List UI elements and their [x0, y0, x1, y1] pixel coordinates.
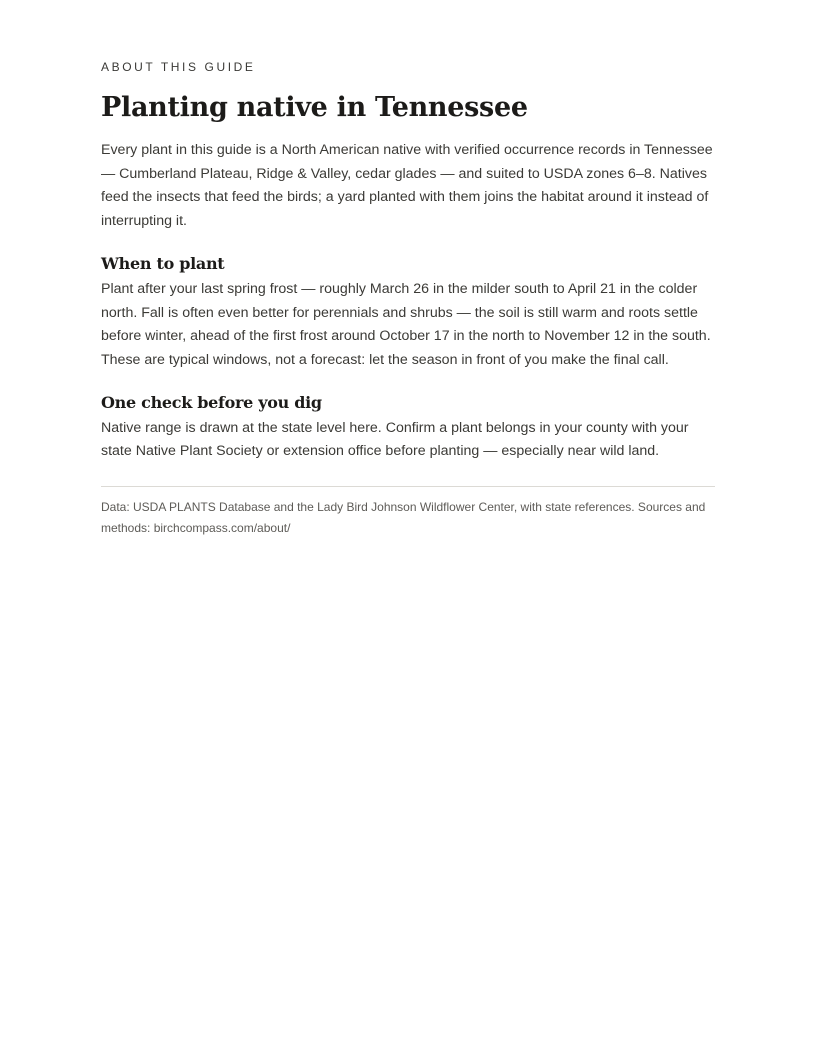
page-title: Planting native in Tennessee	[101, 92, 528, 123]
footer-divider	[101, 486, 715, 487]
intro-paragraph: Every plant in this guide is a North American native with verified occurrence records in Tennessee — Cumberland Plateau, Ridge & Valley, cedar glades — and suited to USDA zones 6–8. Natives feed the insects that feed the birds; a yard planted with them joins the habitat around it instead of interrupting it.	[101, 142, 713, 230]
section-heading-check-before-dig: One check before you dig	[101, 392, 322, 412]
data-source-note: Data: USDA PLANTS Database and the Lady Bird Johnson Wildflower Center, with state references. Sources and methods: birchcompass.com/about/	[101, 500, 706, 536]
eyebrow-label: ABOUT THIS GUIDE	[101, 60, 256, 74]
section-check-before-dig	[101, 392, 715, 464]
guide-page	[101, 58, 715, 539]
section-heading-when-to-plant: When to plant	[101, 253, 225, 273]
section-when-to-plant	[101, 253, 715, 373]
section-text-check-before-dig: Native range is drawn at the state level here. Confirm a plant belongs in your county with your state Native Plant Society or extension office before planting — especially near wild land.	[101, 419, 689, 460]
section-text-when-to-plant: Plant after your last spring frost — roughly March 26 in the milder south to April 21 in the colder north. Fall is often even better for perennials and shrubs — the soil is still warm and roots settle before winter, ahead of the first frost around October 17 in the north to November 12 in the south. These are typical windows, not a forecast: let the season in front of you make the final call.	[101, 280, 711, 368]
